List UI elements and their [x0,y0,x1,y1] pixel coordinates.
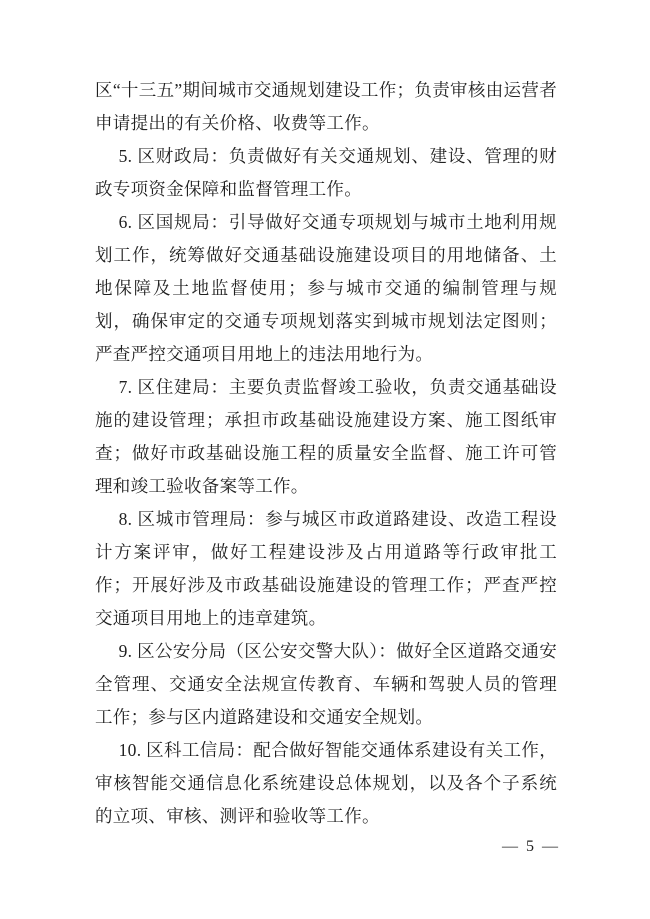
paragraph: 5. 区财政局：负责做好有关交通规划、建设、管理的财政专项资金保障和监督管理工作。 [95,146,557,199]
paragraph: 7. 区住建局：主要负责监督竣工验收，负责交通基础设施的建设管理；承担市政基础设施建设方案、施工图纸审查；做好市政基础设施工程的质量安全监督、施工许可管理和竣工验收备案等工作。 [95,377,557,496]
paragraph: 9. 区公安分局（区公安交警大队）：做好全区道路交通安全管理、交通安全法规宣传教育、车辆和驾驶人员的管理工作；参与区内道路建设和交通安全规划。 [95,641,557,727]
page-number: — 5 — [502,838,560,855]
paragraph: 8. 区城市管理局：参与城区市政道路建设、改造工程设计方案评审，做好工程建设涉及占用道路等行政审批工作；开展好涉及市政基础设施建设的管理工作；严查严控交通项目用地上的违章建筑。 [95,509,557,628]
paragraph: 区“十三五”期间城市交通规划建设工作；负责审核由运营者申请提出的有关价格、收费等工作。 [95,80,557,133]
paragraph: 10. 区科工信局：配合做好智能交通体系建设有关工作，审核智能交通信息化系统建设总体规划，以及各个子系统的立项、审核、测评和验收等工作。 [95,740,557,826]
paragraph: 6. 区国规局：引导做好交通专项规划与城市土地利用规划工作，统筹做好交通基础设施建设项目的用地储备、土地保障及土地监督使用；参与城市交通的编制管理与规划，确保审定的交通专项规划落实到城市规划法定图则；严查严控交通项目用地上的违法用地行为。 [95,212,557,364]
document-body [95,74,557,833]
